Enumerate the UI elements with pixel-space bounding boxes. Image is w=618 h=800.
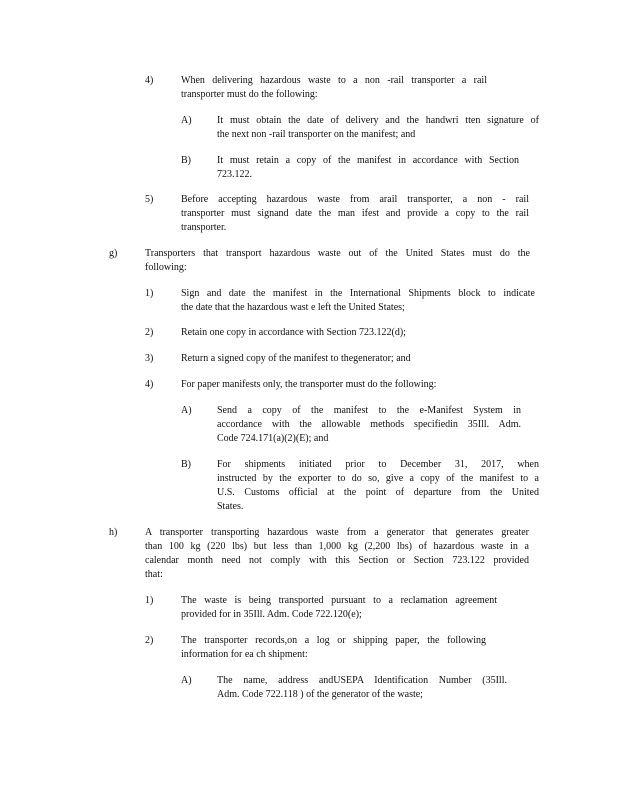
- item-marker: 3): [145, 353, 154, 364]
- text-line: the date that the hazardous wast e left the United States;: [181, 302, 405, 313]
- text-line: instructed by the exporter to do so, give a copy of the manifest to a: [217, 473, 539, 484]
- text-line: transporter must do the following:: [181, 89, 318, 100]
- item-text: [181, 193, 529, 235]
- text-line: that:: [145, 569, 163, 580]
- text-line: Before accepting hazardous waste from arail transporter, a non - rail: [181, 194, 529, 205]
- item-text: [181, 594, 497, 622]
- item-marker: A): [181, 115, 192, 126]
- text-line: States.: [217, 501, 244, 512]
- item-text: [217, 674, 507, 702]
- text-line: than 100 kg (220 lbs) but less than 1,000 kg (2,200 lbs) of hazardous waste in a: [145, 541, 529, 552]
- item-marker: B): [181, 155, 191, 166]
- text-line: Sign and date the manifest in the International Shipments block to indicate: [181, 288, 535, 299]
- item-text: [145, 526, 529, 582]
- text-line: following:: [145, 262, 187, 273]
- text-line: Code 724.171(a)(2)(E); and: [217, 433, 329, 444]
- text-line: provided for in 35Ill. Adm. Code 722.120(e);: [181, 609, 362, 620]
- item-text: [181, 326, 471, 340]
- item-text: [217, 114, 539, 142]
- item-text: [217, 154, 519, 182]
- text-line: the next non -rail transporter on the manifest; and: [217, 129, 416, 140]
- item-text: [217, 458, 539, 514]
- item-marker: 2): [145, 635, 154, 646]
- text-line: Adm. Code 722.118 ) of the generator of the waste;: [217, 689, 423, 700]
- text-line: The name, address andUSEPA Identification Number (35Ill.: [217, 675, 507, 686]
- text-line: The transporter records,on a log or shipping paper, the following: [181, 635, 486, 646]
- item-marker: g): [109, 248, 118, 259]
- text-line: It must obtain the date of delivery and the handwri tten signature of: [217, 115, 539, 126]
- text-line: Send a copy of the manifest to the e-Manifest System in: [217, 405, 521, 416]
- item-marker: B): [181, 459, 191, 470]
- item-marker: 4): [145, 379, 154, 390]
- text-line: When delivering hazardous waste to a non -rail transporter a rail: [181, 75, 487, 86]
- text-line: accordance with the allowable methods specifiedin 35Ill. Adm.: [217, 419, 521, 430]
- text-line: U.S. Customs official at the point of departure from the United: [217, 487, 539, 498]
- text-line: information for ea ch shipment:: [181, 649, 308, 660]
- item-marker: A): [181, 675, 192, 686]
- text-line: transporter.: [181, 222, 227, 233]
- item-text: [181, 74, 487, 102]
- item-marker: 2): [145, 327, 154, 338]
- text-line: For paper manifests only, the transporter must do the following:: [181, 379, 437, 390]
- text-line: Transporters that transport hazardous waste out of the United States must do the: [145, 248, 530, 259]
- text-line: For shipments initiated prior to December 31, 2017, when: [217, 459, 539, 470]
- item-text: [181, 287, 535, 315]
- text-line: calendar month need not comply with this Section or Section 723.122 provided: [145, 555, 529, 566]
- item-marker: 1): [145, 288, 154, 299]
- item-marker: 4): [145, 75, 154, 86]
- text-line: It must retain a copy of the manifest in accordance with Section: [217, 155, 519, 166]
- item-text: [181, 634, 486, 662]
- item-text: [145, 247, 530, 275]
- text-line: Retain one copy in accordance with Section 723.122(d);: [181, 327, 406, 338]
- item-marker: A): [181, 405, 192, 416]
- item-text: [181, 378, 483, 392]
- item-marker: h): [109, 527, 118, 538]
- text-line: 723.122.: [217, 169, 252, 180]
- item-text: [217, 404, 521, 446]
- text-line: Return a signed copy of the manifest to thegenerator; and: [181, 353, 411, 364]
- text-line: transporter must signand date the man ifest and provide a copy to the rail: [181, 208, 529, 219]
- item-marker: 1): [145, 595, 154, 606]
- text-line: The waste is being transported pursuant to a reclamation agreement: [181, 595, 497, 606]
- item-text: [181, 352, 471, 366]
- item-marker: 5): [145, 194, 154, 205]
- text-line: A transporter transporting hazardous waste from a generator that generates greater: [145, 527, 529, 538]
